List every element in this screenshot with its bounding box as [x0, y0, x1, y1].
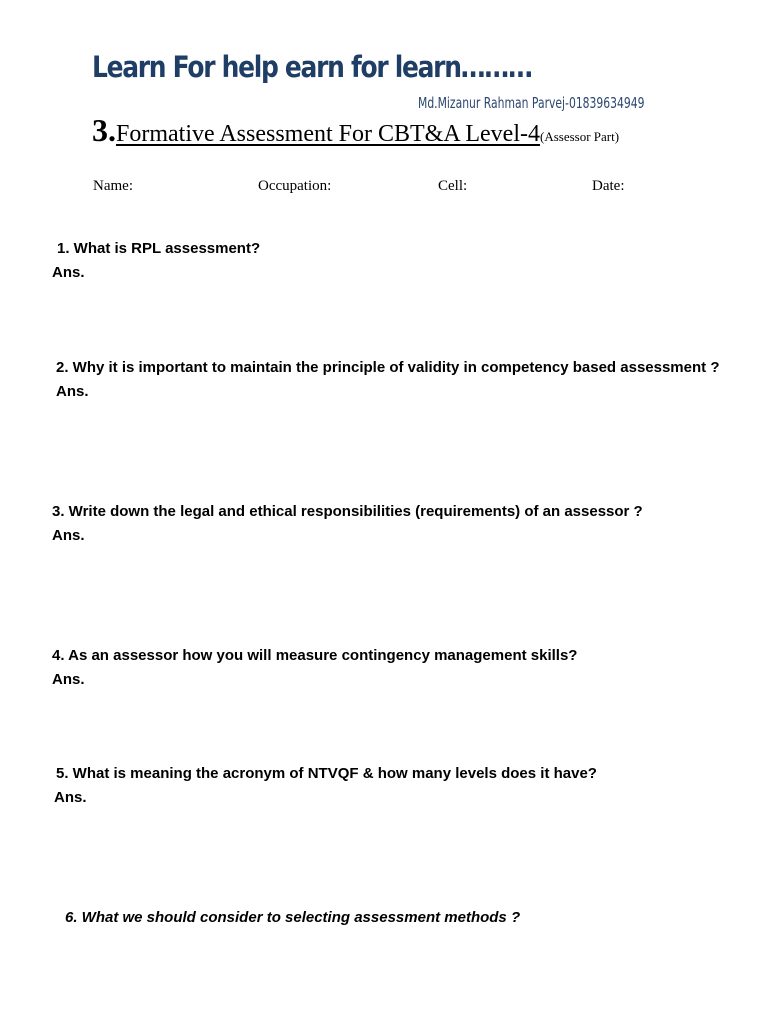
- document-title: [92, 112, 619, 149]
- occupation-field-label: Occupation:: [258, 178, 332, 194]
- date-field-label: Date:: [592, 178, 625, 194]
- question-1: 1. What is RPL assessment?: [57, 240, 261, 257]
- name-field-label: Name:: [93, 178, 133, 194]
- banner-slogan: Learn For help earn for learn………: [92, 50, 532, 84]
- question-6: 6. What we should consider to selecting assessment methods ?: [65, 909, 521, 926]
- answer-label-3: Ans.: [52, 527, 85, 544]
- title-number: 3.: [92, 112, 116, 148]
- title-main: Formative Assessment For CBT&A Level-4: [116, 121, 540, 147]
- answer-label-5: Ans.: [54, 789, 87, 806]
- question-4: 4. As an assessor how you will measure contingency management skills?: [52, 647, 578, 664]
- answer-label-4: Ans.: [52, 671, 85, 688]
- cell-field-label: Cell:: [438, 178, 468, 194]
- title-subtitle: (Assessor Part): [539, 129, 620, 144]
- author-contact: Md.Mizanur Rahman Parvej-01839634949: [418, 94, 645, 112]
- question-5: 5. What is meaning the acronym of NTVQF & how many levels does it have?: [56, 765, 597, 782]
- answer-label-1: Ans.: [52, 264, 85, 281]
- question-2: 2. Why it is important to maintain the principle of validity in competency based assessment ?: [56, 359, 720, 376]
- answer-label-2: Ans.: [56, 383, 89, 400]
- question-3: 3. Write down the legal and ethical responsibilities (requirements) of an assessor ?: [52, 503, 643, 520]
